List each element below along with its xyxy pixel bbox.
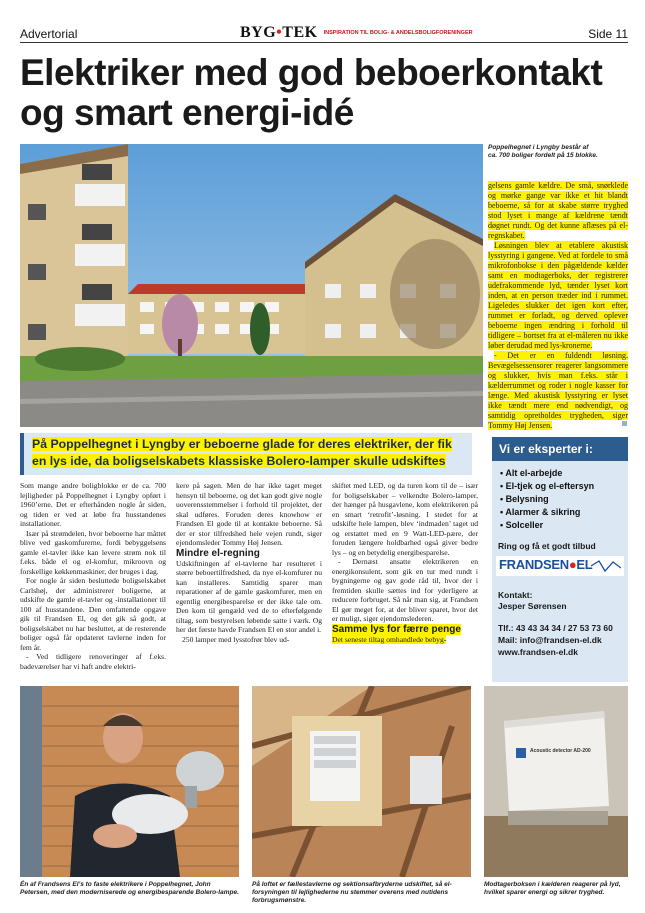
paragraph: For nogle år siden besluttede boligselskabet Carlshøj, der administrerer boligerne, at udskifte de gamle el-tavler og -installationer til 100 af husstandene. Den omfattende opgave gik til Frandsen El, og det gik så godt, at boligselskabet nu har besluttet, at de resterende boliger også får opdateret tavlerne inden for fem år. xyxy=(20,576,166,652)
paragraph xyxy=(332,635,478,645)
paragraph: Som mange andre boligblokke er de ca. 700 lejligheder på Poppelhegnet i Lyngby opført i 1960’erne. Det er efterhånden nogle år siden, og tiden er ved at løbe fra husstandenes installationer. xyxy=(20,481,166,528)
expert-info-box xyxy=(492,437,628,682)
end-square-icon xyxy=(622,421,627,426)
apartments-illustration xyxy=(20,144,483,427)
article-column-1 xyxy=(20,481,166,671)
logo-word-2: TEK xyxy=(282,24,318,41)
headline: Elektriker med god beboerkontakt og smart energi-idé xyxy=(20,52,603,133)
paragraph: kere på sagen. Men de har ikke taget meget hensyn til beboerne, og det kan godt give nogle uoverensstemmelser i forhold til projektet, der skal udføres. Foruden deres knowhow er Frandsen El gode til at kontakte beboerne. Så der er stor tilfredshed hele vejen rundt, siger ejendomsleder Tommy Høj Jensen. xyxy=(176,481,322,547)
contact-name: Jesper Sørensen xyxy=(498,601,567,611)
magazine-logo: BYG•TEK INSPIRATION TIL BOLIG- & ANDELSBOLIGFORENINGER xyxy=(240,24,473,41)
paragraph: Især på strømdelen, hvor beboerne har måttet blive ved gaskomfurerne, fordi bebyggelsens gamle el-tavler ikke kan levere strøm nok til f.eks. både el og el-komfur, mikroovn og forskellige køkkenmaskiner, der bruges i dag. xyxy=(20,528,166,576)
photo-attic-panels xyxy=(252,686,471,877)
list-item: • Belysning xyxy=(500,493,628,506)
paragraph: skiftet med LED, og da turen kom til de – især for boligselskaber – velkendte Bolero-lamper, der hænger på husgavlene, kom elektrikeren på en smart ‘retrofit’-løsning. I stedet for at udskifte hele lampen, blev ‘indmaden’ taget ud og erstattet med en 9 Watt-LED-pære, der foruden længere holdbarhed også giver bedre lys – og en betydelig energibesparelse. xyxy=(332,481,478,557)
paragraph: Udskiftningen af el-tavlerne har resulteret i større beboertilfredshed, da nye el-komfurer nu kan installeres. Samtidig sparer man reparationer af de gamle gaskomfurer, men en egentlig energibesparelse er der ikke tale om. Den kom til gengæld ved de to efterfølgende tiltag, som bestyrelsen løbende satte i værk. Og her det første havde Frandsen El en stor andel i. xyxy=(176,558,322,634)
page-number: Side 11 xyxy=(588,27,628,41)
logo-suffix: EL xyxy=(576,557,593,572)
list-item: • Solceller xyxy=(500,519,628,532)
list-item: • El-tjek og el-eftersyn xyxy=(500,480,628,493)
paragraph: - Dernæst ansatte elektrikeren en energikonsulent, som gik en tur med rundt i bygningerne og gav gode råd til, hvor der i fremtiden skulle sættes ind for yderligere at reducere forbruget. Så når man sig, at Frandsen El gør meget for, at der bliver sparet, hvor det er muligt, siger ejendomslederen. xyxy=(332,557,478,623)
offer-text: Ring og få et godt tilbud xyxy=(498,541,596,551)
paragraph-highlighted: Det seneste tiltag omhandlede bebyg- xyxy=(332,634,447,644)
logo-tagline: INSPIRATION TIL BOLIG- & ANDELSBOLIGFORENINGER xyxy=(323,30,473,36)
article-column-3 xyxy=(332,481,478,644)
website-link[interactable]: www.frandsen-el.dk xyxy=(498,647,578,657)
paragraph: - Ved tidligere renoveringer af f.eks. badeværelser har vi haft andre elektri- xyxy=(20,652,166,671)
side-column-text xyxy=(488,181,628,431)
photo-electrician-caption: Én af Frandsens El’s to faste elektrikere i Poppelhegnet, John Petersen, med den moderniserede og energibesparende Bolero-lampe. xyxy=(20,881,239,896)
paragraph: 250 lamper med lysstofrør blev ud- xyxy=(182,634,290,644)
article-column-2 xyxy=(176,481,322,644)
main-photo-caption: Poppelhegnet i Lyngby består af ca. 700 boliger fordelt på 15 blokke. xyxy=(488,144,598,159)
side-paragraph: Løsningen blev at etablere akustisk lysstyring i gangene. Ved at fordele to små mikrofonbokse i den pågældende kælder samt en modtagerboks, der registrerer udefrakommende lyd, tænder lyset kort inden, at en person træder ind i rummet. Ligeledes slukker det igen kort efter, rummet er forladt, og derved oplever beboerne ingen ændring i forhold til tidligere – bortset fra at el-måleren nu ikke løber derudad med lys-kronerne. xyxy=(488,241,628,350)
lead-box xyxy=(20,433,472,475)
subheading-highlighted: Samme lys for færre penge xyxy=(332,623,461,635)
photo-receiver-caption: Modtagerboksen i kælderen reagerer på lyd, hvilket sparer energi og sikrer tryghed. xyxy=(484,881,621,896)
phone-number: Tlf.: 43 43 34 34 / 27 53 73 60 xyxy=(498,623,613,633)
expertise-list xyxy=(492,467,628,532)
email-link[interactable]: Mail: info@frandsen-el.dk xyxy=(498,635,602,645)
lightning-icon xyxy=(591,559,621,573)
subheading: Mindre el-regning xyxy=(176,547,260,559)
side-paragraph: - Det er en fuldendt løsning. Bevægelsessensorer reagerer langsommere og slukker, hvis man f.eks. står i kælderrummet og roder i nogle kasser for længe. Med akustisk lysstyring er lyset ikke tændt mere end nødvendigt, og samtidig opretholdes trygheden, siger Tommy Høj Jensen. xyxy=(488,351,628,430)
list-item: • Alt el-arbejde xyxy=(500,467,628,480)
section-label: Advertorial xyxy=(20,27,78,41)
photo-receiver-box xyxy=(484,686,628,877)
header-divider xyxy=(20,42,628,43)
receiver-box-illustration xyxy=(484,686,628,877)
attic-illustration xyxy=(252,686,471,877)
electrician-illustration xyxy=(20,686,239,877)
photo-attic-caption: På loftet er fællestavlerne og sektionsafbryderne udskiftet, så el-forsyningen til lejlighederne nu stemmer overens med nutidens forbrugsmønstre. xyxy=(252,881,452,904)
box-title: Vi er eksperter i: xyxy=(492,437,628,461)
contact-label: Kontakt: xyxy=(498,590,533,600)
list-item: • Alarmer & sikring xyxy=(500,506,628,519)
main-photo-apartments xyxy=(20,144,483,427)
side-paragraph: gelsens gamle kældre. De små, snørklede og mørke gange var ikke et hit blandt beboerne, så for at skabe større tryghed stod lyset i mange af kældrene tændt døgnet rundt. Og det kunne aflæses på el-regnskabet. xyxy=(488,181,628,240)
lead-text: På Poppelhegnet i Lyngby er beboerne glade for deres elektriker, der fik en lys ide, da boligselskabets klassiske Bolero-lamper skulle udskiftes xyxy=(32,437,452,468)
photo-electrician xyxy=(20,686,239,877)
frandsen-logo: FRANDSEN●EL xyxy=(496,556,624,576)
device-label: Acoustic detector AD-200 xyxy=(530,748,591,754)
logo-text: FRANDSEN xyxy=(499,557,569,572)
logo-word: BYG xyxy=(240,24,277,41)
